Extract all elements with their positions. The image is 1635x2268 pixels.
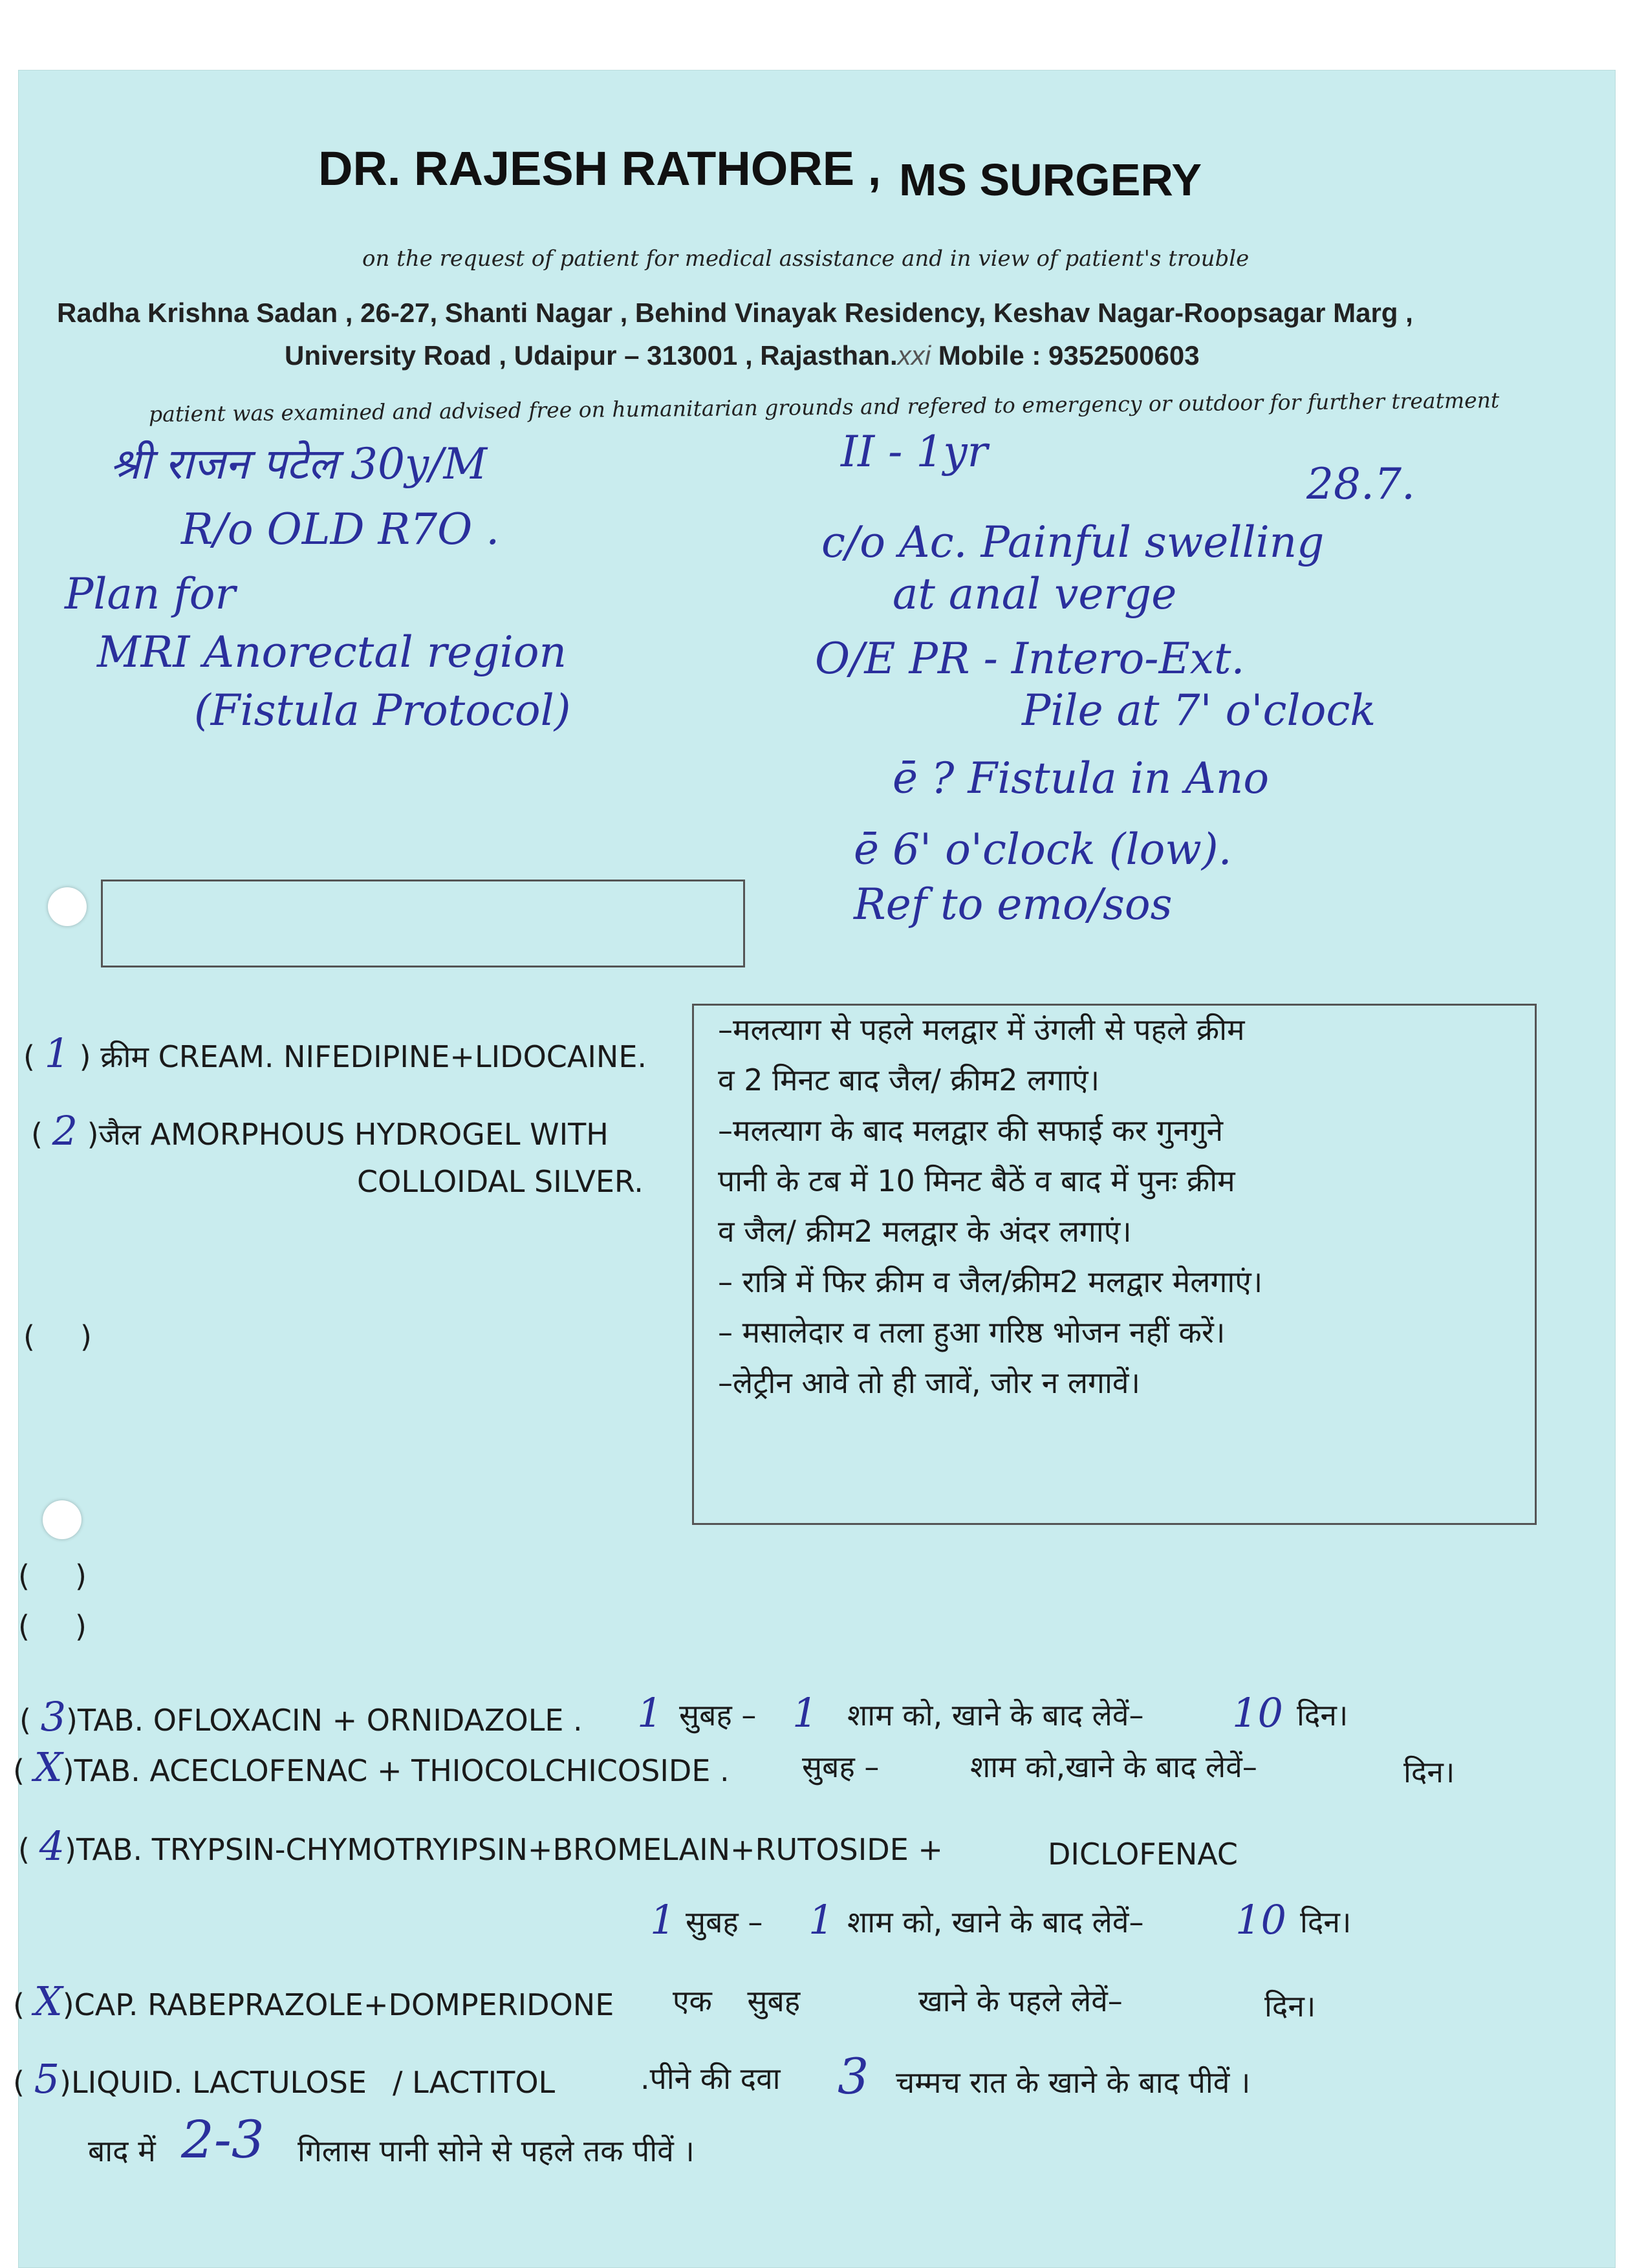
cap-days-label: दिन। — [1264, 1989, 1316, 2024]
instruction-line: –मलत्याग के बाद मलद्वार की सफाई कर गुनगुने — [718, 1113, 1223, 1148]
complaint-line-1: c/o Ac. Painful swelling — [821, 517, 1325, 567]
tab1-evening-label: शाम को, खाने के बाद लेवें– — [847, 1698, 1144, 1733]
header-disclaimer: patient was examined and advised free on humanitarian grounds and refered to emergency or outdoor for further treatment — [148, 387, 1500, 427]
punch-hole-top — [48, 887, 87, 926]
tab2-evening-label: शाम को,खाने के बाद लेवें– — [970, 1749, 1257, 1784]
instruction-line: व 2 मिनट बाद जैल/ क्रीम2 लगाएं। — [718, 1063, 1100, 1097]
plan-label: Plan for — [65, 569, 236, 619]
plan-line-2: (Fistula Protocol) — [194, 686, 571, 735]
blank-box — [101, 880, 745, 967]
instruction-line: पानी के टब में 10 मिनट बैठें व बाद में पुनः क्रीम — [718, 1163, 1235, 1198]
doctor-qualification: MS SURGERY — [899, 155, 1202, 205]
exam-line-4: ē 6' o'clock (low). — [854, 825, 1232, 874]
exam-line-1: O/E PR - Intero-Ext. — [815, 634, 1245, 684]
exam-line-3: ē ? Fistula in Ano — [893, 753, 1270, 803]
instruction-line: – रात्रि में फिर क्रीम व जैल/क्रीम2 मलद्वार मेलगाएं। — [718, 1264, 1263, 1299]
tab3-evening-dose: 1 — [808, 1896, 834, 1943]
plan-line-1: MRI Anorectal region — [97, 627, 567, 677]
tab3-days: 10 — [1235, 1896, 1286, 1943]
rx-cream: ( 1 ) क्रीम CREAM. NIFEDIPINE+LIDOCAINE. — [23, 1030, 647, 1077]
rx-tab-ofloxacin: ( 3)TAB. OFLOXACIN + ORNIDAZOLE . — [19, 1693, 583, 1740]
address-line-2: University Road , Udaipur – 313001 , Rajasthan.xxi Mobile : 9352500603 — [285, 340, 1200, 371]
tab3-morning-label: सुबह – — [686, 1905, 763, 1939]
rx-cap-rabeprazole: ( X)CAP. RABEPRAZOLE+DOMPERIDONE — [13, 1978, 614, 2025]
liquid-label: .पीने की दवा — [640, 2061, 781, 2096]
patient-residence: R/o OLD R7O . — [181, 504, 500, 554]
liquid-timing-label: चम्मच रात के खाने के बाद पीवें । — [896, 2065, 1251, 2100]
doctor-name: DR. RAJESH RATHORE , — [318, 142, 882, 195]
liquid-dose: 3 — [838, 2047, 869, 2105]
tab1-evening-dose: 1 — [792, 1689, 818, 1736]
exam-line-5: Ref to emo/sos — [854, 880, 1173, 929]
tab1-days-label: दिन। — [1297, 1698, 1348, 1733]
punch-hole-bottom — [43, 1500, 81, 1539]
tab2-morning-label: सुबह – — [802, 1749, 880, 1784]
patient-name: श्री राजन पटेल 30y/M — [110, 439, 488, 489]
rx-blank-slot: ( ) — [18, 1559, 87, 1593]
rx-blank-slot: ( ) — [23, 1319, 92, 1354]
instruction-line: व जैल/ क्रीम2 मलद्वार के अंदर लगाएं। — [718, 1214, 1132, 1249]
cap-dose-label: एक सुबह — [673, 1983, 801, 2018]
instruction-line: –मलत्याग से पहले मलद्वार में उंगली से पहले क्रीम — [718, 1012, 1245, 1047]
ward-note: II - 1yr — [841, 427, 988, 477]
tab3-days-label: दिन। — [1300, 1905, 1352, 1939]
instruction-line: –लेट्रीन आवे तो ही जावें, जोर न लगावें। — [718, 1365, 1140, 1400]
rx-blank-slot: ( ) — [18, 1609, 87, 1644]
rx-liquid-lactulose: ( 5)LIQUID. LACTULOSE / LACTITOL — [13, 2055, 556, 2102]
tab1-days: 10 — [1232, 1689, 1283, 1736]
tab3-evening-label: शाम को, खाने के बाद लेवें– — [847, 1905, 1144, 1939]
instruction-line: – मसालेदार व तला हुआ गरिष्ठ भोजन नहीं करें। — [718, 1315, 1226, 1350]
rx-tab-trypsin: ( 4)TAB. TRYPSIN-CHYMOTRYIPSIN+BROMELAIN+RUTOSIDE + — [18, 1822, 943, 1870]
water-glasses: 2-3 — [181, 2110, 265, 2170]
header-tagline: on the request of patient for medical assistance and in view of patient's trouble — [362, 246, 1250, 272]
liquid-water-prefix: बाद में — [88, 2133, 156, 2168]
rx-gel: ( 2 )जैल AMORPHOUS HYDROGEL WITH — [31, 1107, 609, 1154]
visit-date: 28.7. — [1306, 459, 1415, 509]
cap-timing-label: खाने के पहले लेवें– — [918, 1983, 1123, 2018]
rx-tab-trypsin-line-2: DICLOFENAC — [1048, 1837, 1239, 1872]
address-line-1: Radha Krishna Sadan , 26-27, Shanti Nagar , Behind Vinayak Residency, Keshav Nagar-Roopsagar Marg , — [57, 297, 1413, 328]
liquid-water-label: गिलास पानी सोने से पहले तक पीवें । — [298, 2133, 695, 2168]
tab1-morning-label: सुबह – — [679, 1698, 757, 1733]
rx-gel-line-2: COLLOIDAL SILVER. — [357, 1164, 644, 1199]
rx-tab-aceclofenac: ( X)TAB. ACECLOFENAC + THIOCOLCHICOSIDE . — [13, 1744, 730, 1791]
tab1-morning-dose: 1 — [637, 1689, 663, 1736]
exam-line-2: Pile at 7' o'clock — [1022, 686, 1376, 735]
tab2-days-label: दिन। — [1403, 1755, 1455, 1789]
tab3-morning-dose: 1 — [650, 1896, 676, 1943]
complaint-line-2: at anal verge — [893, 569, 1177, 619]
